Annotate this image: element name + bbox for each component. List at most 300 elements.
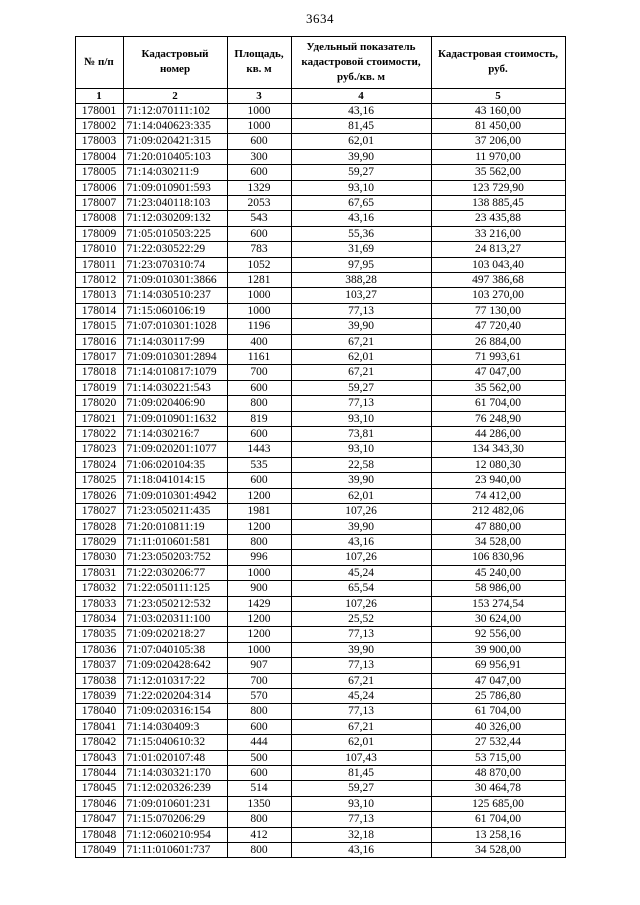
table-row xyxy=(75,411,565,426)
table-row xyxy=(75,796,565,811)
table-row xyxy=(75,396,565,411)
table-cell: 178002 xyxy=(75,118,123,133)
table-cell: 600 xyxy=(227,226,291,241)
table-cell: 700 xyxy=(227,365,291,380)
table-cell: 67,65 xyxy=(291,195,431,210)
table-cell: 178030 xyxy=(75,550,123,565)
table-cell: 600 xyxy=(227,766,291,781)
table-cell: 178025 xyxy=(75,473,123,488)
table-cell: 25,52 xyxy=(291,611,431,626)
table-cell: 178045 xyxy=(75,781,123,796)
table-cell: 178028 xyxy=(75,519,123,534)
table-cell: 71:20:010811:19 xyxy=(123,519,227,534)
table-cell: 123 729,90 xyxy=(431,180,565,195)
header-cadastral-number: Кадастровый номер xyxy=(123,37,227,89)
table-cell: 34 528,00 xyxy=(431,534,565,549)
table-cell: 71:11:010601:581 xyxy=(123,534,227,549)
table-row xyxy=(75,781,565,796)
table-cell: 43,16 xyxy=(291,843,431,858)
table-cell: 2053 xyxy=(227,195,291,210)
table-cell: 11 970,00 xyxy=(431,149,565,164)
table-cell: 61 704,00 xyxy=(431,812,565,827)
table-cell: 71:09:010901:1632 xyxy=(123,411,227,426)
table-cell: 178035 xyxy=(75,627,123,642)
table-row xyxy=(75,766,565,781)
table-cell: 77,13 xyxy=(291,303,431,318)
table-cell: 47 047,00 xyxy=(431,365,565,380)
table-cell: 76 248,90 xyxy=(431,411,565,426)
table-cell: 71:05:010503:225 xyxy=(123,226,227,241)
table-cell: 153 274,54 xyxy=(431,596,565,611)
table-cell: 92 556,00 xyxy=(431,627,565,642)
table-row xyxy=(75,118,565,133)
table-cell: 178039 xyxy=(75,688,123,703)
table-cell: 1196 xyxy=(227,319,291,334)
table-cell: 71:11:010601:737 xyxy=(123,843,227,858)
table-cell: 71:01:020107:48 xyxy=(123,750,227,765)
table-cell: 178005 xyxy=(75,165,123,180)
table-cell: 25 786,80 xyxy=(431,688,565,703)
table-row xyxy=(75,688,565,703)
table-cell: 32,18 xyxy=(291,827,431,842)
table-cell: 600 xyxy=(227,473,291,488)
table-cell: 71:14:040623:335 xyxy=(123,118,227,133)
table-row xyxy=(75,750,565,765)
table-row xyxy=(75,534,565,549)
header-area: Площадь, кв. м xyxy=(227,37,291,89)
table-cell: 45,24 xyxy=(291,565,431,580)
table-cell: 700 xyxy=(227,673,291,688)
table-row xyxy=(75,596,565,611)
table-cell: 43 160,00 xyxy=(431,103,565,118)
table-cell: 47 880,00 xyxy=(431,519,565,534)
table-cell: 77,13 xyxy=(291,812,431,827)
table-row xyxy=(75,226,565,241)
table-cell: 97,95 xyxy=(291,257,431,272)
table-cell: 514 xyxy=(227,781,291,796)
table-cell: 178024 xyxy=(75,457,123,472)
table-cell: 77,13 xyxy=(291,627,431,642)
table-cell: 178016 xyxy=(75,334,123,349)
table-cell: 61 704,00 xyxy=(431,396,565,411)
table-cell: 800 xyxy=(227,843,291,858)
header-row-number: № п/п xyxy=(75,37,123,89)
table-row xyxy=(75,288,565,303)
table-cell: 71:12:010317:22 xyxy=(123,673,227,688)
table-cell: 71:23:040118:103 xyxy=(123,195,227,210)
table-cell: 35 562,00 xyxy=(431,380,565,395)
table-cell: 178013 xyxy=(75,288,123,303)
table-cell: 444 xyxy=(227,735,291,750)
column-number-4: 4 xyxy=(291,88,431,103)
table-cell: 12 080,30 xyxy=(431,457,565,472)
table-cell: 1200 xyxy=(227,488,291,503)
table-cell: 71:09:010301:4942 xyxy=(123,488,227,503)
table-cell: 71:14:030211:9 xyxy=(123,165,227,180)
table-cell: 71:20:010405:103 xyxy=(123,149,227,164)
table-cell: 178037 xyxy=(75,658,123,673)
table-cell: 178014 xyxy=(75,303,123,318)
table-cell: 43,16 xyxy=(291,534,431,549)
table-cell: 45,24 xyxy=(291,688,431,703)
table-cell: 543 xyxy=(227,211,291,226)
table-cell: 1200 xyxy=(227,611,291,626)
table-cell: 178008 xyxy=(75,211,123,226)
table-cell: 62,01 xyxy=(291,488,431,503)
table-row xyxy=(75,427,565,442)
table-cell: 71:09:020218:27 xyxy=(123,627,227,642)
table-cell: 77,13 xyxy=(291,658,431,673)
table-cell: 783 xyxy=(227,242,291,257)
table-row xyxy=(75,704,565,719)
table-cell: 178047 xyxy=(75,812,123,827)
table-cell: 93,10 xyxy=(291,180,431,195)
table-row xyxy=(75,180,565,195)
table-cell: 103 043,40 xyxy=(431,257,565,272)
table-cell: 138 885,45 xyxy=(431,195,565,210)
table-cell: 600 xyxy=(227,134,291,149)
table-cell: 500 xyxy=(227,750,291,765)
table-cell: 800 xyxy=(227,812,291,827)
table-cell: 535 xyxy=(227,457,291,472)
table-row xyxy=(75,195,565,210)
table-cell: 1000 xyxy=(227,288,291,303)
table-row xyxy=(75,488,565,503)
table-cell: 71:09:010601:231 xyxy=(123,796,227,811)
table-row xyxy=(75,165,565,180)
table-cell: 1000 xyxy=(227,565,291,580)
table-row xyxy=(75,350,565,365)
table-cell: 62,01 xyxy=(291,350,431,365)
table-cell: 412 xyxy=(227,827,291,842)
table-cell: 907 xyxy=(227,658,291,673)
table-cell: 178021 xyxy=(75,411,123,426)
table-row xyxy=(75,303,565,318)
table-cell: 30 624,00 xyxy=(431,611,565,626)
table-row xyxy=(75,519,565,534)
table-cell: 71:14:030117:99 xyxy=(123,334,227,349)
table-row xyxy=(75,565,565,580)
table-cell: 178015 xyxy=(75,319,123,334)
table-cell: 1052 xyxy=(227,257,291,272)
table-cell: 71:14:010817:1079 xyxy=(123,365,227,380)
table-cell: 48 870,00 xyxy=(431,766,565,781)
table-row xyxy=(75,719,565,734)
table-cell: 34 528,00 xyxy=(431,843,565,858)
table-cell: 71:23:050212:532 xyxy=(123,596,227,611)
table-cell: 74 412,00 xyxy=(431,488,565,503)
table-cell: 178012 xyxy=(75,273,123,288)
table-cell: 125 685,00 xyxy=(431,796,565,811)
column-number-1: 1 xyxy=(75,88,123,103)
table-cell: 1000 xyxy=(227,642,291,657)
table-header-row xyxy=(75,37,565,89)
table-row xyxy=(75,319,565,334)
table-cell: 23 435,88 xyxy=(431,211,565,226)
table-cell: 178040 xyxy=(75,704,123,719)
table-cell: 178009 xyxy=(75,226,123,241)
table-cell: 47 720,40 xyxy=(431,319,565,334)
table-cell: 178043 xyxy=(75,750,123,765)
table-row xyxy=(75,242,565,257)
table-cell: 65,54 xyxy=(291,581,431,596)
table-cell: 178018 xyxy=(75,365,123,380)
table-cell: 67,21 xyxy=(291,719,431,734)
table-cell: 212 482,06 xyxy=(431,504,565,519)
table-cell: 71:09:010301:2894 xyxy=(123,350,227,365)
table-cell: 43,16 xyxy=(291,103,431,118)
table-cell: 178049 xyxy=(75,843,123,858)
table-cell: 178003 xyxy=(75,134,123,149)
table-cell: 71:14:030216:7 xyxy=(123,427,227,442)
table-cell: 24 813,27 xyxy=(431,242,565,257)
table-row xyxy=(75,658,565,673)
table-cell: 178006 xyxy=(75,180,123,195)
table-row xyxy=(75,257,565,272)
table-cell: 93,10 xyxy=(291,411,431,426)
column-number-3: 3 xyxy=(227,88,291,103)
table-cell: 71:07:010301:1028 xyxy=(123,319,227,334)
table-cell: 53 715,00 xyxy=(431,750,565,765)
table-cell: 77,13 xyxy=(291,396,431,411)
table-cell: 27 532,44 xyxy=(431,735,565,750)
table-row xyxy=(75,673,565,688)
table-cell: 600 xyxy=(227,165,291,180)
table-cell: 30 464,78 xyxy=(431,781,565,796)
table-cell: 71:12:070111:102 xyxy=(123,103,227,118)
table-row xyxy=(75,843,565,858)
table-cell: 1200 xyxy=(227,519,291,534)
table-cell: 1161 xyxy=(227,350,291,365)
table-cell: 71:09:020428:642 xyxy=(123,658,227,673)
table-cell: 178036 xyxy=(75,642,123,657)
table-cell: 1000 xyxy=(227,103,291,118)
table-cell: 71:07:040105:38 xyxy=(123,642,227,657)
table-cell: 93,10 xyxy=(291,442,431,457)
table-row xyxy=(75,211,565,226)
table-row xyxy=(75,627,565,642)
table-cell: 62,01 xyxy=(291,134,431,149)
table-cell: 71:09:010301:3866 xyxy=(123,273,227,288)
table-cell: 300 xyxy=(227,149,291,164)
table-row xyxy=(75,149,565,164)
table-cell: 59,27 xyxy=(291,781,431,796)
table-cell: 71:22:020204:314 xyxy=(123,688,227,703)
table-cell: 45 240,00 xyxy=(431,565,565,580)
table-cell: 71:15:040610:32 xyxy=(123,735,227,750)
table-cell: 81,45 xyxy=(291,118,431,133)
table-cell: 59,27 xyxy=(291,165,431,180)
table-cell: 178031 xyxy=(75,565,123,580)
table-row xyxy=(75,550,565,565)
table-cell: 62,01 xyxy=(291,735,431,750)
table-cell: 178017 xyxy=(75,350,123,365)
table-cell: 178010 xyxy=(75,242,123,257)
table-cell: 178038 xyxy=(75,673,123,688)
table-cell: 39,90 xyxy=(291,642,431,657)
table-cell: 1443 xyxy=(227,442,291,457)
table-cell: 178027 xyxy=(75,504,123,519)
table-cell: 47 047,00 xyxy=(431,673,565,688)
table-cell: 178019 xyxy=(75,380,123,395)
table-cell: 996 xyxy=(227,550,291,565)
table-cell: 40 326,00 xyxy=(431,719,565,734)
table-row xyxy=(75,642,565,657)
table-cell: 570 xyxy=(227,688,291,703)
table-row xyxy=(75,827,565,842)
table-cell: 497 386,68 xyxy=(431,273,565,288)
table-cell: 71:09:020316:154 xyxy=(123,704,227,719)
table-cell: 58 986,00 xyxy=(431,581,565,596)
table-row xyxy=(75,273,565,288)
table-cell: 600 xyxy=(227,427,291,442)
table-cell: 44 286,00 xyxy=(431,427,565,442)
table-cell: 71:12:060210:954 xyxy=(123,827,227,842)
table-cell: 103,27 xyxy=(291,288,431,303)
table-cell: 1200 xyxy=(227,627,291,642)
table-cell: 93,10 xyxy=(291,796,431,811)
table-cell: 178004 xyxy=(75,149,123,164)
table-cell: 900 xyxy=(227,581,291,596)
table-cell: 178048 xyxy=(75,827,123,842)
table-cell: 39,90 xyxy=(291,519,431,534)
table-cell: 71:12:020326:239 xyxy=(123,781,227,796)
header-cadastral-value: Кадастровая стоимость, руб. xyxy=(431,37,565,89)
table-cell: 1981 xyxy=(227,504,291,519)
table-cell: 178022 xyxy=(75,427,123,442)
table-cell: 81,45 xyxy=(291,766,431,781)
page-number: 3634 xyxy=(306,11,334,26)
table-cell: 77,13 xyxy=(291,704,431,719)
table-row xyxy=(75,134,565,149)
table-cell: 106 830,96 xyxy=(431,550,565,565)
table-cell: 178029 xyxy=(75,534,123,549)
table-cell: 67,21 xyxy=(291,334,431,349)
header-specific-indicator: Удельный показатель кадастровой стоимости, руб./кв. м xyxy=(291,37,431,89)
table-cell: 69 956,91 xyxy=(431,658,565,673)
table-cell: 178026 xyxy=(75,488,123,503)
table-cell: 178046 xyxy=(75,796,123,811)
cadastral-value-table xyxy=(75,36,566,858)
table-cell: 67,21 xyxy=(291,365,431,380)
table-row xyxy=(75,334,565,349)
table-cell: 71:22:050111:125 xyxy=(123,581,227,596)
table-cell: 107,43 xyxy=(291,750,431,765)
table-cell: 26 884,00 xyxy=(431,334,565,349)
table-cell: 33 216,00 xyxy=(431,226,565,241)
table-cell: 107,26 xyxy=(291,550,431,565)
column-number-2: 2 xyxy=(123,88,227,103)
table-cell: 37 206,00 xyxy=(431,134,565,149)
table-cell: 55,36 xyxy=(291,226,431,241)
table-cell: 39,90 xyxy=(291,149,431,164)
table-cell: 178042 xyxy=(75,735,123,750)
table-cell: 178041 xyxy=(75,719,123,734)
table-row xyxy=(75,365,565,380)
table-cell: 178020 xyxy=(75,396,123,411)
table-cell: 107,26 xyxy=(291,504,431,519)
table-cell: 71:09:010901:593 xyxy=(123,180,227,195)
table-cell: 178044 xyxy=(75,766,123,781)
table-cell: 178007 xyxy=(75,195,123,210)
table-cell: 39 900,00 xyxy=(431,642,565,657)
table-cell: 134 343,30 xyxy=(431,442,565,457)
table-cell: 800 xyxy=(227,704,291,719)
table-cell: 39,90 xyxy=(291,473,431,488)
table-cell: 819 xyxy=(227,411,291,426)
table-cell: 178023 xyxy=(75,442,123,457)
table-cell: 71:12:030209:132 xyxy=(123,211,227,226)
table-cell: 71:09:020406:90 xyxy=(123,396,227,411)
table-cell: 388,28 xyxy=(291,273,431,288)
table-cell: 81 450,00 xyxy=(431,118,565,133)
table-cell: 39,90 xyxy=(291,319,431,334)
table-cell: 71:14:030321:170 xyxy=(123,766,227,781)
table-cell: 800 xyxy=(227,396,291,411)
table-cell: 23 940,00 xyxy=(431,473,565,488)
table-cell: 71:15:060106:19 xyxy=(123,303,227,318)
column-number-5: 5 xyxy=(431,88,565,103)
table-body xyxy=(75,103,565,858)
table-cell: 71:14:030409:3 xyxy=(123,719,227,734)
table-cell: 71:09:020421:315 xyxy=(123,134,227,149)
table-cell: 1429 xyxy=(227,596,291,611)
table-cell: 59,27 xyxy=(291,380,431,395)
table-cell: 71:06:020104:35 xyxy=(123,457,227,472)
table-row xyxy=(75,504,565,519)
table-row xyxy=(75,380,565,395)
table-cell: 71:23:070310:74 xyxy=(123,257,227,272)
table-row xyxy=(75,103,565,118)
table-cell: 1350 xyxy=(227,796,291,811)
table-cell: 103 270,00 xyxy=(431,288,565,303)
table-cell: 13 258,16 xyxy=(431,827,565,842)
table-cell: 178034 xyxy=(75,611,123,626)
table-cell: 600 xyxy=(227,719,291,734)
table-cell: 71:03:020311:100 xyxy=(123,611,227,626)
table-cell: 71 993,61 xyxy=(431,350,565,365)
table-cell: 400 xyxy=(227,334,291,349)
table-cell: 71:09:020201:1077 xyxy=(123,442,227,457)
table-cell: 178001 xyxy=(75,103,123,118)
table-cell: 61 704,00 xyxy=(431,704,565,719)
table-cell: 800 xyxy=(227,534,291,549)
table-cell: 71:23:050203:752 xyxy=(123,550,227,565)
table-cell: 71:18:041014:15 xyxy=(123,473,227,488)
table-row xyxy=(75,812,565,827)
table-cell: 43,16 xyxy=(291,211,431,226)
table-cell: 178033 xyxy=(75,596,123,611)
table-cell: 71:22:030522:29 xyxy=(123,242,227,257)
column-number-row xyxy=(75,88,565,103)
table-row xyxy=(75,442,565,457)
table-cell: 71:14:030221:543 xyxy=(123,380,227,395)
table-cell: 73,81 xyxy=(291,427,431,442)
table-cell: 35 562,00 xyxy=(431,165,565,180)
table-row xyxy=(75,735,565,750)
table-cell: 1281 xyxy=(227,273,291,288)
table-cell: 107,26 xyxy=(291,596,431,611)
table-cell: 1000 xyxy=(227,303,291,318)
table-cell: 178032 xyxy=(75,581,123,596)
table-row xyxy=(75,581,565,596)
table-cell: 77 130,00 xyxy=(431,303,565,318)
table-cell: 178011 xyxy=(75,257,123,272)
table-cell: 31,69 xyxy=(291,242,431,257)
table-cell: 22,58 xyxy=(291,457,431,472)
table-cell: 67,21 xyxy=(291,673,431,688)
table-cell: 71:23:050211:435 xyxy=(123,504,227,519)
